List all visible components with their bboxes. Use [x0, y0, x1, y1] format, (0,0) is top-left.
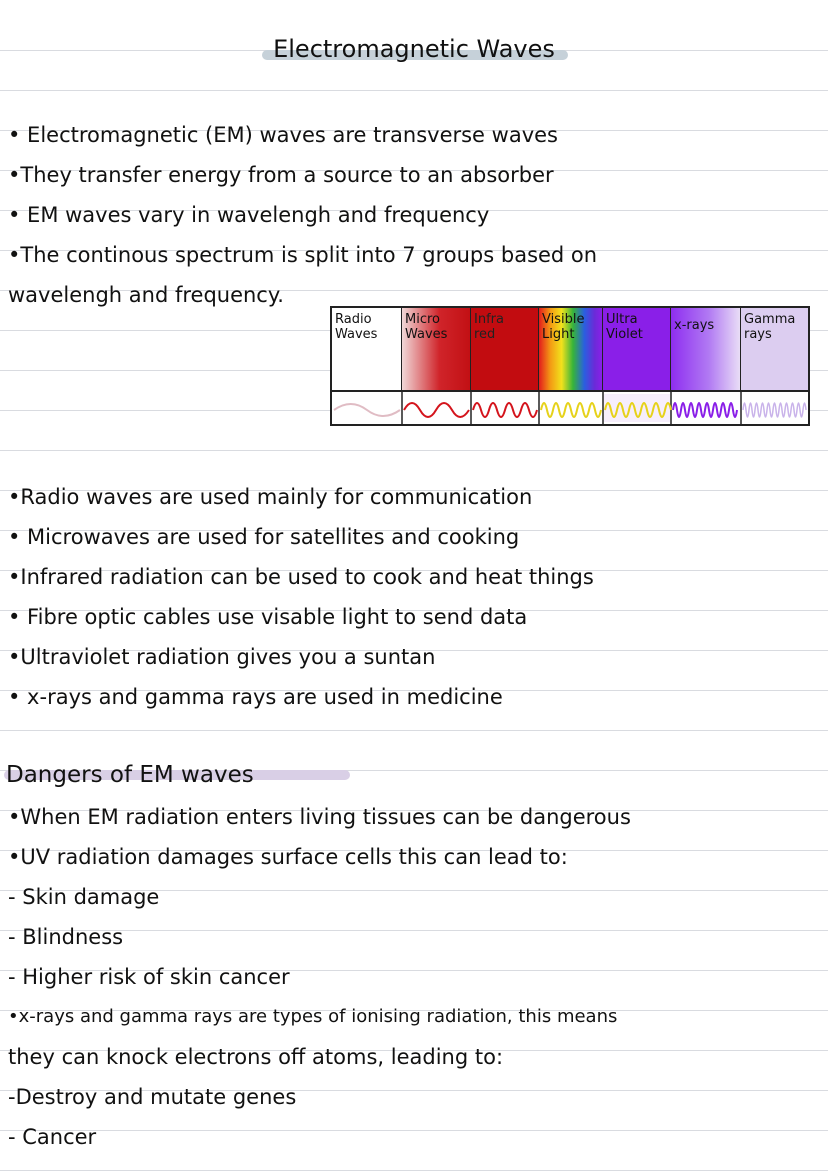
uses-line: • x-rays and gamma rays are used in medicine — [8, 685, 503, 709]
dangers-line: - Blindness — [8, 925, 124, 949]
spectrum-label-uv: Ultra Violet — [606, 312, 643, 342]
dangers-line: •x-rays and gamma rays are types of ionising radiation, this means — [8, 1006, 618, 1027]
spectrum-cell-gamma — [741, 308, 808, 390]
spectrum-label-micro: Micro Waves — [405, 312, 448, 342]
dangers-line: - Higher risk of skin cancer — [8, 965, 290, 989]
dangers-line: - Skin damage — [8, 885, 160, 909]
dangers-line: •UV radiation damages surface cells this can lead to: — [8, 845, 568, 869]
dangers-line: •When EM radiation enters living tissues can be dangerous — [8, 805, 631, 829]
spectrum-wave-row — [332, 390, 808, 424]
dangers-line: -Destroy and mutate genes — [8, 1085, 297, 1109]
micro-wave — [404, 403, 469, 417]
spectrum-cell-micro — [402, 308, 471, 390]
em-spectrum-table — [330, 306, 810, 426]
gamma-wave — [743, 403, 806, 417]
wave-drawings — [332, 392, 808, 424]
spectrum-cell-visible — [539, 308, 603, 390]
uses-line: • Fibre optic cables use visable light to send data — [8, 605, 528, 629]
uses-line: •Infrared radiation can be used to cook and heat things — [8, 565, 594, 589]
dangers-line: they can knock electrons off atoms, leading to: — [8, 1045, 504, 1069]
spectrum-cell-infrared — [471, 308, 539, 390]
dangers-line: - Cancer — [8, 1125, 97, 1149]
visible-wave-2 — [541, 403, 601, 417]
spectrum-label-visible: Visible Light — [542, 312, 585, 342]
uses-line: •Ultraviolet radiation gives you a suntan — [8, 645, 436, 669]
intro-line: • Electromagnetic (EM) waves are transverse waves — [8, 123, 558, 147]
intro-line: wavelengh and frequency. — [8, 283, 284, 307]
radio-wave — [334, 404, 400, 416]
title-block — [258, 30, 570, 70]
spectrum-label-radio: Radio Waves — [335, 312, 378, 342]
dangers-heading: Dangers of EM waves — [6, 762, 254, 788]
infrared-wave — [473, 403, 537, 417]
spectrum-label-gamma: Gamma rays — [744, 312, 796, 342]
intro-line: •They transfer energy from a source to an absorber — [8, 163, 554, 187]
spectrum-label-xray: x-rays — [674, 318, 715, 333]
spectrum-label-infrared: Infra red — [474, 312, 504, 342]
spectrum-cell-xray — [671, 308, 741, 390]
spectrum-cell-uv — [603, 308, 671, 390]
spectrum-cell-radio — [332, 308, 402, 390]
uses-line: •Radio waves are used mainly for communication — [8, 485, 533, 509]
dangers-heading-block — [4, 758, 350, 794]
intro-line: • EM waves vary in wavelengh and frequency — [8, 203, 490, 227]
page-title: Electromagnetic Waves — [273, 35, 555, 63]
intro-line: •The continous spectrum is split into 7 groups based on — [8, 243, 598, 267]
uses-line: • Microwaves are used for satellites and cooking — [8, 525, 520, 549]
spectrum-cells — [332, 308, 808, 390]
uv-wave — [673, 403, 737, 417]
